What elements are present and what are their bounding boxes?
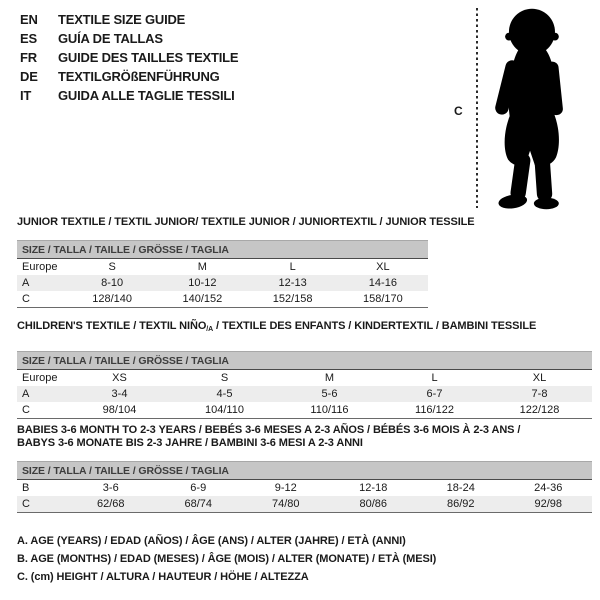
- section-title: BABIES 3-6 MONTH TO 2-3 YEARS / BEBÉS 3-6 MESES A 2-3 AÑOS / BÉBÉS 3-6 MOIS À 2-3 ANS /: [17, 424, 521, 436]
- size-cell: 12-18: [359, 482, 388, 494]
- language-row: [20, 67, 238, 86]
- size-cell: S: [220, 372, 229, 384]
- language-code: ES: [20, 31, 37, 46]
- language-title: GUIDA ALLE TAGLIE TESSILI: [58, 88, 235, 103]
- size-cell: XS: [112, 372, 127, 384]
- size-cell: 110/116: [277, 402, 382, 419]
- size-row: [17, 386, 592, 402]
- size-row: [17, 480, 592, 497]
- height-measure-dotted-line: [476, 8, 478, 208]
- language-row: [20, 48, 238, 67]
- language-title: GUÍA DE TALLAS: [58, 31, 163, 46]
- language-list: [20, 10, 238, 105]
- size-cell: 92/98: [505, 496, 593, 513]
- section-title: CHILDREN'S TEXTILE / TEXTIL $NIÑO_{/A}$ / TEXTILE DES ENFANTS / KINDERTEXTIL / BAMBINI TESSILE: [17, 320, 537, 333]
- size-cell: 80/86: [330, 496, 418, 513]
- size-row: [17, 370, 592, 387]
- size-cell: 3-6: [102, 482, 119, 494]
- row-label: Europe: [22, 372, 58, 384]
- size-cell: 10-12: [157, 275, 247, 291]
- size-cell: 3-4: [67, 386, 172, 402]
- title-subscript: /A: [206, 326, 214, 333]
- size-cell: 6-9: [190, 482, 207, 494]
- row-label: C: [17, 291, 67, 308]
- size-cell: L: [431, 372, 438, 384]
- language-title: TEXTILE SIZE GUIDE: [58, 12, 186, 27]
- footnotes: [17, 532, 436, 586]
- size-row: [17, 402, 592, 419]
- size-cell: M: [197, 261, 207, 273]
- size-header-band: SIZE / TALLA / TAILLE / GRÖSSE / TAGLIA: [17, 352, 592, 370]
- size-cell: 12-13: [248, 275, 338, 291]
- size-cell: M: [324, 372, 335, 384]
- language-code: DE: [20, 69, 38, 84]
- row-label: B: [22, 482, 30, 494]
- row-label: Europe: [22, 261, 58, 273]
- language-code: EN: [20, 12, 38, 27]
- size-cell: 4-5: [172, 386, 277, 402]
- section-titles: [17, 424, 592, 450]
- section-title: BABYS 3-6 MONATE BIS 2-3 JAHRE / BAMBINI 3-6 MESI A 2-3 ANNI: [17, 437, 363, 449]
- size-table: [17, 461, 592, 513]
- size-header-band: SIZE / TALLA / TAILLE / GRÖSSE / TAGLIA: [17, 241, 428, 259]
- language-code: IT: [20, 88, 32, 103]
- size-cell: L: [289, 261, 296, 273]
- size-table: [17, 240, 428, 308]
- size-cell: 140/152: [157, 291, 247, 308]
- size-cell: 116/122: [382, 402, 487, 419]
- size-cell: 104/110: [172, 402, 277, 419]
- language-row: [20, 10, 238, 29]
- footnote-line: A. AGE (YEARS) / EDAD (AÑOS) / ÂGE (ANS) / ALTER (JAHRE) / ETÀ (ANNI): [17, 535, 406, 547]
- size-row: [17, 496, 592, 513]
- language-title: TEXTILGRÖßENFÜHRUNG: [58, 69, 220, 84]
- section-titles: [17, 216, 475, 229]
- size-row: [17, 275, 428, 291]
- section-titles: [17, 320, 592, 336]
- footnote-line: B. AGE (MONTHS) / EDAD (MESES) / ÂGE (MOIS) / ALTER (MONATE) / ETÀ (MESI): [17, 553, 437, 565]
- size-table: [17, 351, 592, 419]
- size-cell: 62/68: [67, 496, 155, 513]
- language-code: FR: [20, 50, 37, 65]
- size-section: [17, 320, 592, 419]
- size-row: [17, 291, 428, 308]
- height-measure-label: C: [454, 104, 463, 118]
- size-figure: [450, 4, 590, 216]
- size-section: [17, 424, 592, 513]
- size-cell: 9-12: [274, 482, 297, 494]
- size-header-band: SIZE / TALLA / TAILLE / GRÖSSE / TAGLIA: [17, 462, 592, 480]
- footnote-line: C. (cm) HEIGHT / ALTURA / HAUTEUR / HÖHE / ALTEZZA: [17, 571, 309, 583]
- size-cell: 68/74: [155, 496, 243, 513]
- size-cell: 158/170: [338, 291, 428, 308]
- size-cell: 98/104: [67, 402, 172, 419]
- size-cell: 8-10: [67, 275, 157, 291]
- size-section: [17, 216, 475, 308]
- size-cell: 74/80: [242, 496, 330, 513]
- section-title: JUNIOR TEXTILE / TEXTIL JUNIOR/ TEXTILE JUNIOR / JUNIORTEXTIL / JUNIOR TESSILE: [17, 216, 475, 228]
- language-row: [20, 86, 238, 105]
- row-label: A: [17, 275, 67, 291]
- size-cell: 152/158: [248, 291, 338, 308]
- size-cell: 6-7: [382, 386, 487, 402]
- size-row: [17, 259, 428, 276]
- size-cell: XL: [532, 372, 547, 384]
- row-label: C: [17, 402, 67, 419]
- size-cell: 7-8: [487, 386, 592, 402]
- row-label: C: [17, 496, 67, 513]
- size-cell: XL: [376, 261, 390, 273]
- size-cell: 18-24: [446, 482, 475, 494]
- size-cell: 86/92: [417, 496, 505, 513]
- language-row: [20, 29, 238, 48]
- size-cell: 24-36: [534, 482, 563, 494]
- size-cell: S: [108, 261, 116, 273]
- size-cell: 122/128: [487, 402, 592, 419]
- language-title: GUIDE DES TAILLES TEXTILE: [58, 50, 239, 65]
- size-cell: 14-16: [338, 275, 428, 291]
- baby-silhouette-icon: [483, 4, 579, 215]
- size-cell: 5-6: [277, 386, 382, 402]
- row-label: A: [17, 386, 67, 402]
- size-cell: 128/140: [67, 291, 157, 308]
